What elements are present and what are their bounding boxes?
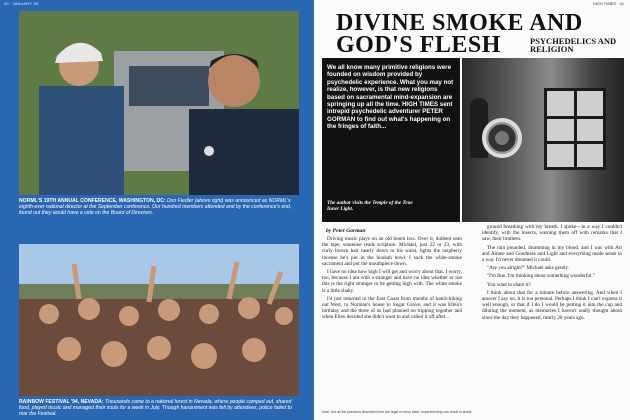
paragraph: ground breathing with my breath. I spoke—in a way I couldn't identify, with the insects, warning them off with remarks that I saw, their brothers.	[482, 224, 622, 243]
page-folio-right: HIGH TIMES · 41	[592, 1, 624, 6]
photo-note: The author visits the Temple of the True Inner Light.	[327, 200, 413, 212]
rainbow-festival-photo	[19, 244, 299, 396]
right-page	[316, 0, 630, 420]
left-page	[0, 0, 314, 420]
mandala-emblem	[482, 118, 522, 158]
caption-festival-lead: RAINBOW FESTIVAL '94, NEVADA:	[19, 399, 104, 405]
headline-line-1: DIVINE SMOKE AND	[336, 10, 583, 36]
article-subtitle: PSYCHEDELICS AND RELIGION	[530, 36, 617, 54]
intro-box	[322, 58, 460, 222]
temple-window	[544, 88, 606, 170]
conference-photo-art	[19, 11, 299, 195]
intro-text: We all know many primitive religions were founded on wisdom provided by psychedelic experience. What you may not realize, however, is that new religions based on sacramental mind-expansion are springing up all the time. HIGH TIMES sent intrepid psychedelic adventurer PETER GORMAN to find out what's happening on the fringes of faith...	[327, 64, 454, 131]
paragraph: I think about that for a minute before answering. And when I answer I say no, it is too personal. Perhaps I think I can't express it well enough, or that if I do I would be putting it into the cup and diluting the moment, as memories I haven't really thought about since the day they happened, nearly 20 years ago.	[482, 289, 622, 321]
caption-conference-lead: NORML'S 19TH ANNUAL CONFERENCE, WASHINGTON, DC:	[19, 198, 166, 204]
temple-photo	[462, 58, 624, 222]
headline-line-2: GOD'S FLESH	[336, 32, 501, 58]
paragraph: "Are you alright?" Michael asks gently.	[487, 265, 569, 272]
conference-photo	[19, 11, 299, 195]
paragraph: You want to share it?	[487, 281, 531, 288]
body-column-1	[322, 236, 462, 323]
paragraph: I have no idea how high I will get and worry about that. I worry, too, because I am with a stranger and have no idea whether or not this is the right stranger to be getting high with. The white smoke is a little shaky.	[322, 269, 462, 294]
paragraph: The rain pounded, drumming in my blood, and I was with Art and Aimee and Goodness and Light and everything made sense in a way I'd never dreamed it could.	[482, 244, 622, 264]
paragraph: I'd just returned to the East Coast from months of hatch-hiking out West, to Norman's house in Sugar Grove, and it was Ellen's birthday and the three of us had planned on tripping together and when Ellen decided she didn't want to and called it off after...	[322, 295, 462, 321]
footnote: Note: Not all the practices described here are legal in every state; experimenting can result in arrest.	[322, 410, 473, 414]
body-column-2	[482, 224, 622, 323]
paragraph: Driving music plays on an old boom box. Over it, dubbed onto the tape, someone reads scripture. Michael, just 22 or 23, with curly brown hair nearly down to his waist, lights the raspberry incense he's put in the hookah bowl. I suck the white-smoke sacrament and put the mouthpiece down.	[322, 236, 462, 267]
caption-festival-body: Thousands came to a national forest in Nevada, where people camped out, shared food, played music and managed their souls for a week in July. Though harassment was felt by attendees, police failed to mar the Festival.	[19, 399, 292, 417]
caption-festival	[19, 399, 299, 417]
caption-conference-body: Don Fiedler (above right) was announced as NORML's eighth-ever national director at the September conference. Our hundred members attended and by the conference's end, found out they would have a vote on the Board of Directors.	[19, 198, 292, 216]
festival-photo-art	[19, 244, 299, 396]
page-folio-left: 40 · JANUARY '95	[4, 1, 39, 6]
byline: by Peter Gorman	[326, 228, 366, 234]
caption-conference	[19, 198, 299, 216]
paragraph: "I'm fine. I'm thinking about something wonderful."	[487, 273, 595, 280]
